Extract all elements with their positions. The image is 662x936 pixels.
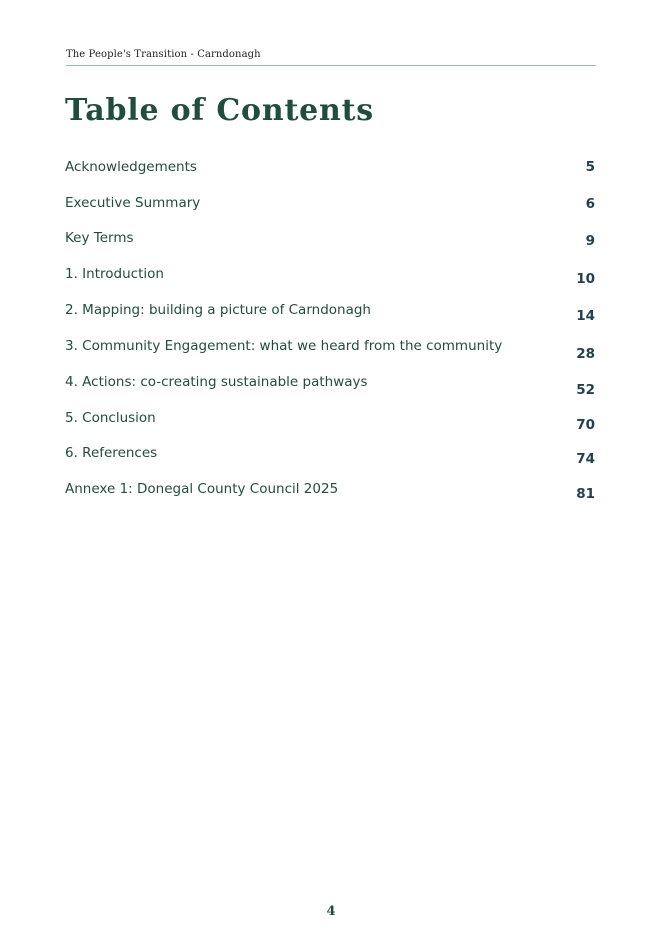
toc-entry-annexe-1[interactable] (65, 481, 595, 501)
toc-entry-label[interactable]: 6. References (65, 445, 158, 461)
toc-entry-label[interactable]: 3. Community Engagement: what we heard from the community (65, 338, 503, 354)
toc-entry-page[interactable]: 28 (576, 346, 595, 362)
toc-entry-conclusion[interactable] (65, 410, 595, 433)
toc-entry-label[interactable]: 1. Introduction (65, 266, 164, 282)
toc-entry-community-engagement[interactable] (65, 338, 595, 362)
toc-entry-page[interactable]: 70 (576, 417, 595, 433)
toc-entry-page[interactable]: 5 (585, 159, 595, 175)
toc-entry-mapping[interactable] (65, 302, 595, 322)
toc-entry-executive-summary[interactable] (65, 195, 595, 215)
page-number: 4 (326, 904, 336, 919)
toc-entry-key-terms[interactable] (65, 230, 595, 250)
toc-entry-page[interactable]: 10 (576, 271, 595, 287)
toc-entry-page[interactable]: 6 (585, 196, 595, 212)
toc-entry-actions[interactable] (65, 374, 595, 398)
toc-entry-references[interactable] (65, 445, 595, 465)
running-header: The People's Transition - Carndonagh (66, 49, 261, 60)
toc-entry-label[interactable]: Key Terms (65, 230, 134, 246)
toc-entry-page[interactable]: 9 (585, 233, 595, 249)
toc-entry-acknowledgements[interactable] (65, 159, 595, 179)
toc-entry-introduction[interactable] (65, 266, 595, 286)
page-title: Table of Contents (65, 93, 374, 128)
header-divider (66, 65, 596, 66)
toc-entry-label[interactable]: Annexe 1: Donegal County Council 2025 (65, 481, 339, 497)
toc-entry-page[interactable]: 81 (576, 486, 595, 502)
toc-entry-label[interactable]: Acknowledgements (65, 159, 197, 175)
toc-entry-page[interactable]: 14 (576, 308, 595, 324)
toc-entry-page[interactable]: 52 (576, 382, 595, 398)
toc-entry-label[interactable]: 2. Mapping: building a picture of Carndonagh (65, 302, 371, 318)
toc-entry-page[interactable]: 74 (576, 451, 595, 467)
toc-entry-label[interactable]: 4. Actions: co-creating sustainable pathways (65, 374, 368, 390)
toc-entry-label[interactable]: 5. Conclusion (65, 410, 156, 426)
toc-entry-label[interactable]: Executive Summary (65, 195, 201, 211)
